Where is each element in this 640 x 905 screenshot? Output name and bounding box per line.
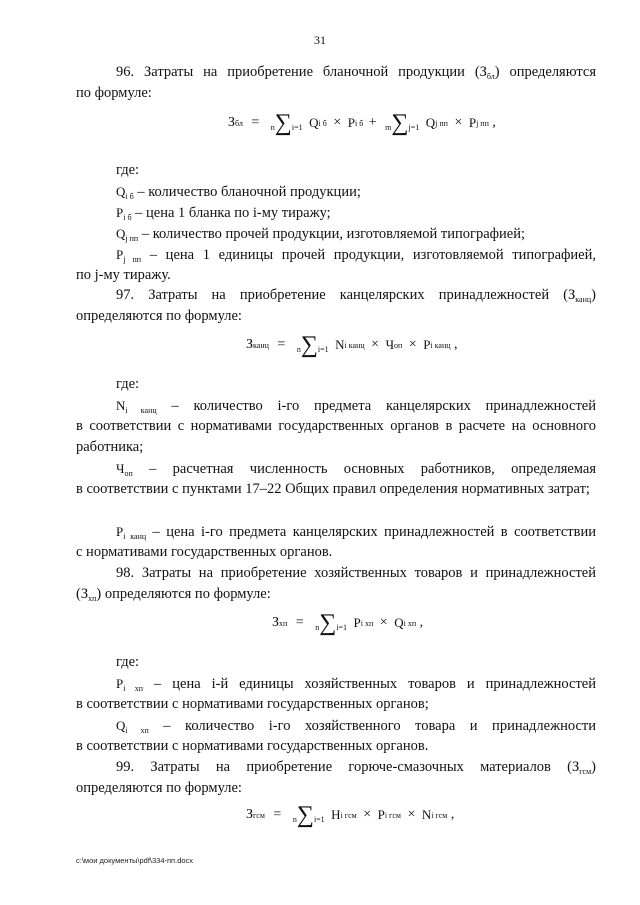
formula-blank-products: Збл = n∑i=1 Qi б × Pi б + m∑j=1 Qj пп × Pj пп , bbox=[228, 110, 496, 136]
where-label: где: bbox=[116, 162, 140, 178]
formula-office-supplies: Зканц = n∑i=1 Ni канц × Чоп × Pi канц , bbox=[246, 332, 458, 358]
definition-line: $P_{i хп}$ – цена i-й единицы хозяйственных товаров и принадлежностей bbox=[116, 676, 596, 693]
formula-fuel-lubricants: Згсм = n∑i=1 Hi гсм × Pi гсм × Ni гсм , bbox=[246, 802, 455, 828]
definition-line: $Q_{j пп}$ – количество прочей продукции, изготовляемой типографией; bbox=[116, 226, 526, 243]
s96-heading: 96. Затраты на приобретение бланочной продукции $(З_{бл})$ определяются bbox=[116, 64, 596, 81]
definition-continuation: в соответствии с нормативами государственных органов в расчете на основного работника; bbox=[76, 418, 596, 455]
definition-continuation: в соответствии с пунктами 17–22 Общих правил определения нормативных затрат; bbox=[76, 481, 590, 497]
file-path-footer: c:\мои документы\pdf\334-пп.docx bbox=[76, 856, 194, 865]
definition-line: $P_{j пп}$ – цена 1 единицы прочей продукции, изготовляемой типографией, bbox=[116, 247, 596, 264]
s96-heading-cont: по формуле: bbox=[76, 85, 152, 101]
sum-symbol: n∑i=1 bbox=[296, 332, 329, 358]
definition-line: $P_{i б}$ – цена 1 бланка по i-му тиражу; bbox=[116, 205, 331, 222]
definition-line: $P_{i канц}$ – цена i-го предмета канцелярских принадлежностей в соответствии bbox=[116, 524, 596, 541]
sum-symbol: n∑i=1 bbox=[315, 610, 348, 636]
sum-symbol: n∑i=1 bbox=[292, 802, 325, 828]
s99-heading: 99. Затраты на приобретение горюче-смазочных материалов $(З_{гсм})$ bbox=[116, 759, 596, 776]
definition-continuation: с нормативами государственных органов. bbox=[76, 544, 333, 560]
formula-household-goods: Зхп = n∑i=1 Pi хп × Qi хп , bbox=[272, 610, 424, 636]
s97-heading: 97. Затраты на приобретение канцелярских принадлежностей $(З_{канц})$ bbox=[116, 287, 596, 304]
where-label: где: bbox=[116, 376, 140, 392]
definition-line: $Ч_{оп}$ – расчетная численность основных работников, определяемая bbox=[116, 461, 596, 478]
s99-heading-cont: определяются по формуле: bbox=[76, 780, 242, 796]
sum-symbol: n∑i=1 bbox=[270, 110, 303, 136]
s97-heading-cont: определяются по формуле: bbox=[76, 308, 242, 324]
definition-line: $Q_{i б}$ – количество бланочной продукции; bbox=[116, 184, 361, 201]
s98-heading-cont: $(З_{хп})$ определяются по формуле: bbox=[76, 586, 271, 603]
page-number: 31 bbox=[314, 33, 326, 47]
definition-line: $N_{i канц}$ – количество i-го предмета канцелярских принадлежностей bbox=[116, 398, 597, 415]
definition-line: $Q_{i хп}$ – количество i-го хозяйственного товара и принадлежности bbox=[116, 718, 596, 735]
s98-heading: 98. Затраты на приобретение хозяйственных товаров и принадлежностей bbox=[116, 565, 596, 581]
definition-continuation: по j-му тиражу. bbox=[76, 267, 171, 283]
sum-symbol: m∑j=1 bbox=[385, 110, 420, 136]
definition-continuation: в соответствии с нормативами государственных органов; bbox=[76, 696, 429, 712]
definition-continuation: в соответствии с нормативами государственных органов. bbox=[76, 738, 429, 754]
where-label: где: bbox=[116, 654, 140, 670]
